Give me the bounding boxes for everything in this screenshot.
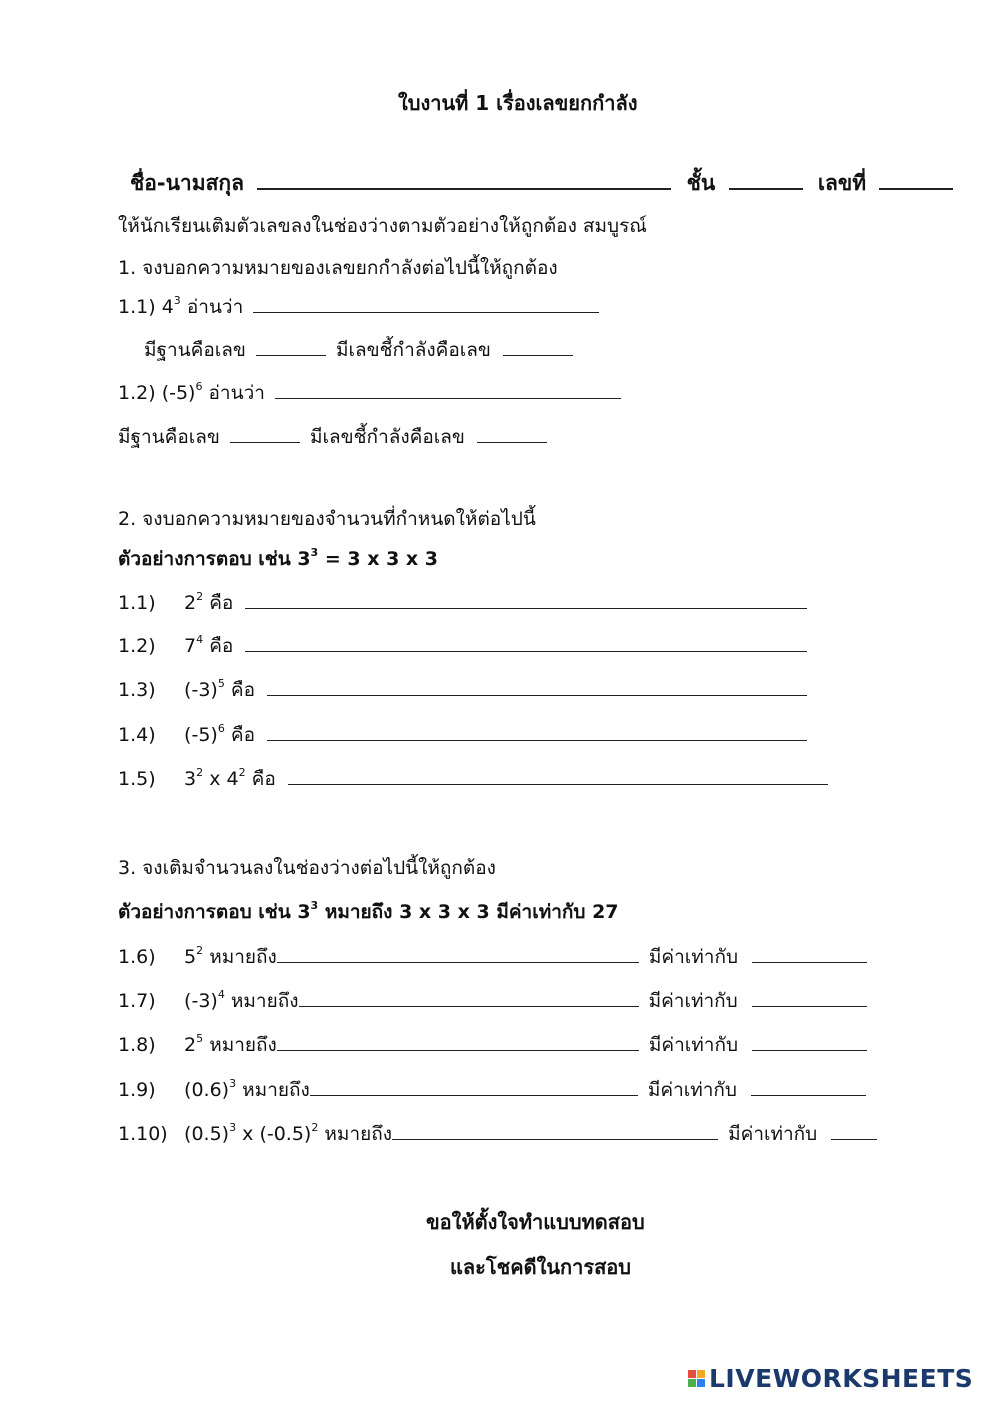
s3-item10-row [118,1121,877,1147]
s3-item-exp: 5 [196,1032,204,1045]
section2-heading: 2. จงบอกความหมายของจำนวนที่กำหนดให้ต่อไปนี้ [118,508,536,530]
s3-example [118,899,619,925]
s3-item-value: มีค่าเท่ากับ [647,1079,737,1101]
s2-item-base: (-5) [184,724,218,746]
s3-item-means-input[interactable] [299,988,639,1007]
s3-item-exp: 3 [229,1077,237,1090]
s3-item-row [118,988,867,1014]
s2-example [118,546,438,572]
s2-item5-op: x [209,768,221,790]
s3-item-value: มีค่าเท่ากับ [648,990,738,1012]
s3-item-exp: 4 [217,988,225,1001]
s2-example-rest: = 3 x 3 x 3 [324,548,438,570]
s3-item-label: 1.9) [118,1079,156,1101]
s3-item-means: หมายถึง [209,946,277,968]
s3-item10-value-input[interactable] [831,1121,877,1140]
s2-item-base: 2 [184,592,197,614]
s1-item2-base: (-5) [161,382,196,404]
s1-item1-exp-label: มีเลขชี้กำลังคือเลข [336,339,491,361]
s3-item-base: (0.6) [184,1079,230,1101]
s2-item-input[interactable] [245,590,807,609]
s3-item-base: (-3) [184,990,218,1012]
logo-square [688,1379,696,1387]
number-label: เลขที่ [817,171,867,195]
student-info-row [130,170,953,196]
s2-item-is: คือ [230,724,255,746]
s2-item-label: 1.4) [118,724,156,746]
s3-example-exp: 3 [310,899,319,912]
s1-item2-exp: 6 [195,380,203,393]
s3-item-value-input[interactable] [752,944,867,963]
closing-line-1: ขอให้ตั้งใจทำแบบทดสอบ [426,1210,645,1234]
s3-item10-label: 1.10) [118,1123,168,1145]
s1-item2-read: อ่านว่า [208,382,265,404]
logo-square [697,1370,705,1378]
s2-item-input[interactable] [245,633,807,652]
s3-item-means: หมายถึง [209,1034,277,1056]
s2-item-input[interactable] [267,677,807,696]
s2-item-exp: 2 [196,590,204,603]
s3-item10-means-input[interactable] [392,1121,718,1140]
s3-item-means-input[interactable] [277,1032,639,1051]
logo-square [688,1370,696,1378]
s2-item5-is: คือ [251,768,276,790]
class-input[interactable] [729,170,803,190]
s3-item-label: 1.6) [118,946,156,968]
s3-item-means-input[interactable] [277,944,639,963]
section3-heading: 3. จงเติมจำนวนลงในช่องว่างต่อไปนี้ให้ถูกต้อง [118,857,496,879]
s2-item5-input[interactable] [288,766,828,785]
s3-item-label: 1.7) [118,990,156,1012]
s3-item-row [118,1032,867,1058]
name-input[interactable] [257,170,671,190]
s1-item1-read-input[interactable] [253,294,599,313]
s2-item-base: 7 [184,635,197,657]
s1-item1-row [118,294,599,320]
s3-item10-base1: (0.5) [184,1123,230,1145]
s1-item1-detail-row [144,337,573,363]
section1-heading: 1. จงบอกความหมายของเลขยกกำลังต่อไปนี้ให้ถูกต้อง [118,257,558,279]
s3-item10-exp2: 2 [311,1121,319,1134]
number-input[interactable] [879,170,953,190]
s2-item-row [118,590,807,616]
class-label: ชั้น [686,171,716,195]
s1-item1-base-input[interactable] [256,337,326,356]
s2-item-exp: 4 [196,633,204,646]
s3-item10-op: x [242,1123,254,1145]
s2-example-base: 3 [297,548,311,570]
s1-item2-base-input[interactable] [230,424,300,443]
s2-example-exp: 3 [310,546,319,559]
s2-item5-exp1: 2 [196,766,204,779]
s2-item-is: คือ [230,679,255,701]
s3-item-value: มีค่าเท่ากับ [648,1034,739,1056]
liveworksheets-logo [688,1364,973,1392]
s2-item-label: 1.3) [118,679,156,701]
s1-item2-read-input[interactable] [275,380,621,399]
s3-item-means: หมายถึง [230,990,299,1012]
s2-item-row [118,677,807,703]
instruction-text: ให้นักเรียนเติมตัวเลขลงในช่องว่างตามตัวอย่างให้ถูกต้อง สมบูรณ์ [118,215,647,237]
s2-item-base: (-3) [184,679,218,701]
s2-item5-base1: 3 [184,768,197,790]
s2-item-row [118,722,807,748]
s2-item-label: 1.2) [118,635,156,657]
closing-line-2: และโชคดีในการสอบ [450,1255,632,1279]
s3-item-means-input[interactable] [310,1077,638,1096]
page-title: ใบงานที่ 1 เรื่องเลขยกกำลัง [398,91,638,115]
s3-item-base: 2 [184,1034,197,1056]
s2-item-row [118,633,807,659]
s2-item-is: คือ [209,592,234,614]
s1-item1-label: 1.1) [118,296,156,318]
name-label: ชื่อ-นามสกุล [130,171,244,195]
s3-item-base: 5 [184,946,197,968]
s2-item-exp: 5 [217,677,225,690]
s3-item-row [118,944,867,970]
s1-item2-label: 1.2) [118,382,156,404]
s3-item-value-input[interactable] [751,1077,866,1096]
s1-item1-read: อ่านว่า [186,296,244,318]
s3-example-base: 3 [297,901,311,923]
s2-item5-row [118,766,828,792]
s2-item-exp: 6 [217,722,225,735]
s1-item2-detail-row [118,424,547,450]
s1-item2-exp-input[interactable] [477,424,547,443]
s2-item-label: 1.1) [118,592,156,614]
logo-text: LIVEWORKSHEETS [709,1364,974,1393]
s3-example-prefix: ตัวอย่างการตอบ เช่น [118,901,291,923]
s2-item5-exp2: 2 [238,766,246,779]
s3-item-label: 1.8) [118,1034,156,1056]
s1-item2-exp-label: มีเลขชี้กำลังคือเลข [310,426,465,448]
s3-item-value: มีค่าเท่ากับ [648,946,739,968]
s3-item-means: หมายถึง [242,1079,310,1101]
s1-item1-base: 4 [161,296,174,318]
s1-item1-exp-input[interactable] [503,337,573,356]
s2-item5-label: 1.5) [118,768,156,790]
logo-icon [688,1370,705,1387]
s1-item2-row [118,380,621,406]
s2-item5-base2: 4 [226,768,239,790]
s3-item-exp: 2 [196,944,204,957]
s3-item10-value: มีค่าเท่ากับ [728,1123,818,1145]
s3-item10-exp1: 3 [229,1121,237,1134]
s2-item-is: คือ [209,635,234,657]
s1-item1-base-label: มีฐานคือเลข [144,339,246,361]
s3-item-row [118,1077,866,1103]
s3-example-mid: หมายถึง 3 x 3 x 3 มีค่าเท่ากับ 27 [324,901,619,923]
s3-item-value-input[interactable] [752,988,867,1007]
logo-square [697,1379,705,1387]
s3-item-value-input[interactable] [752,1032,867,1051]
s1-item2-base-label: มีฐานคือเลข [118,426,220,448]
s3-item10-means: หมายถึง [324,1123,393,1145]
s2-example-prefix: ตัวอย่างการตอบ เช่น [118,548,291,570]
s1-item1-exp: 3 [173,294,181,307]
s3-item10-base2: (-0.5) [259,1123,312,1145]
s2-item-input[interactable] [267,722,807,741]
